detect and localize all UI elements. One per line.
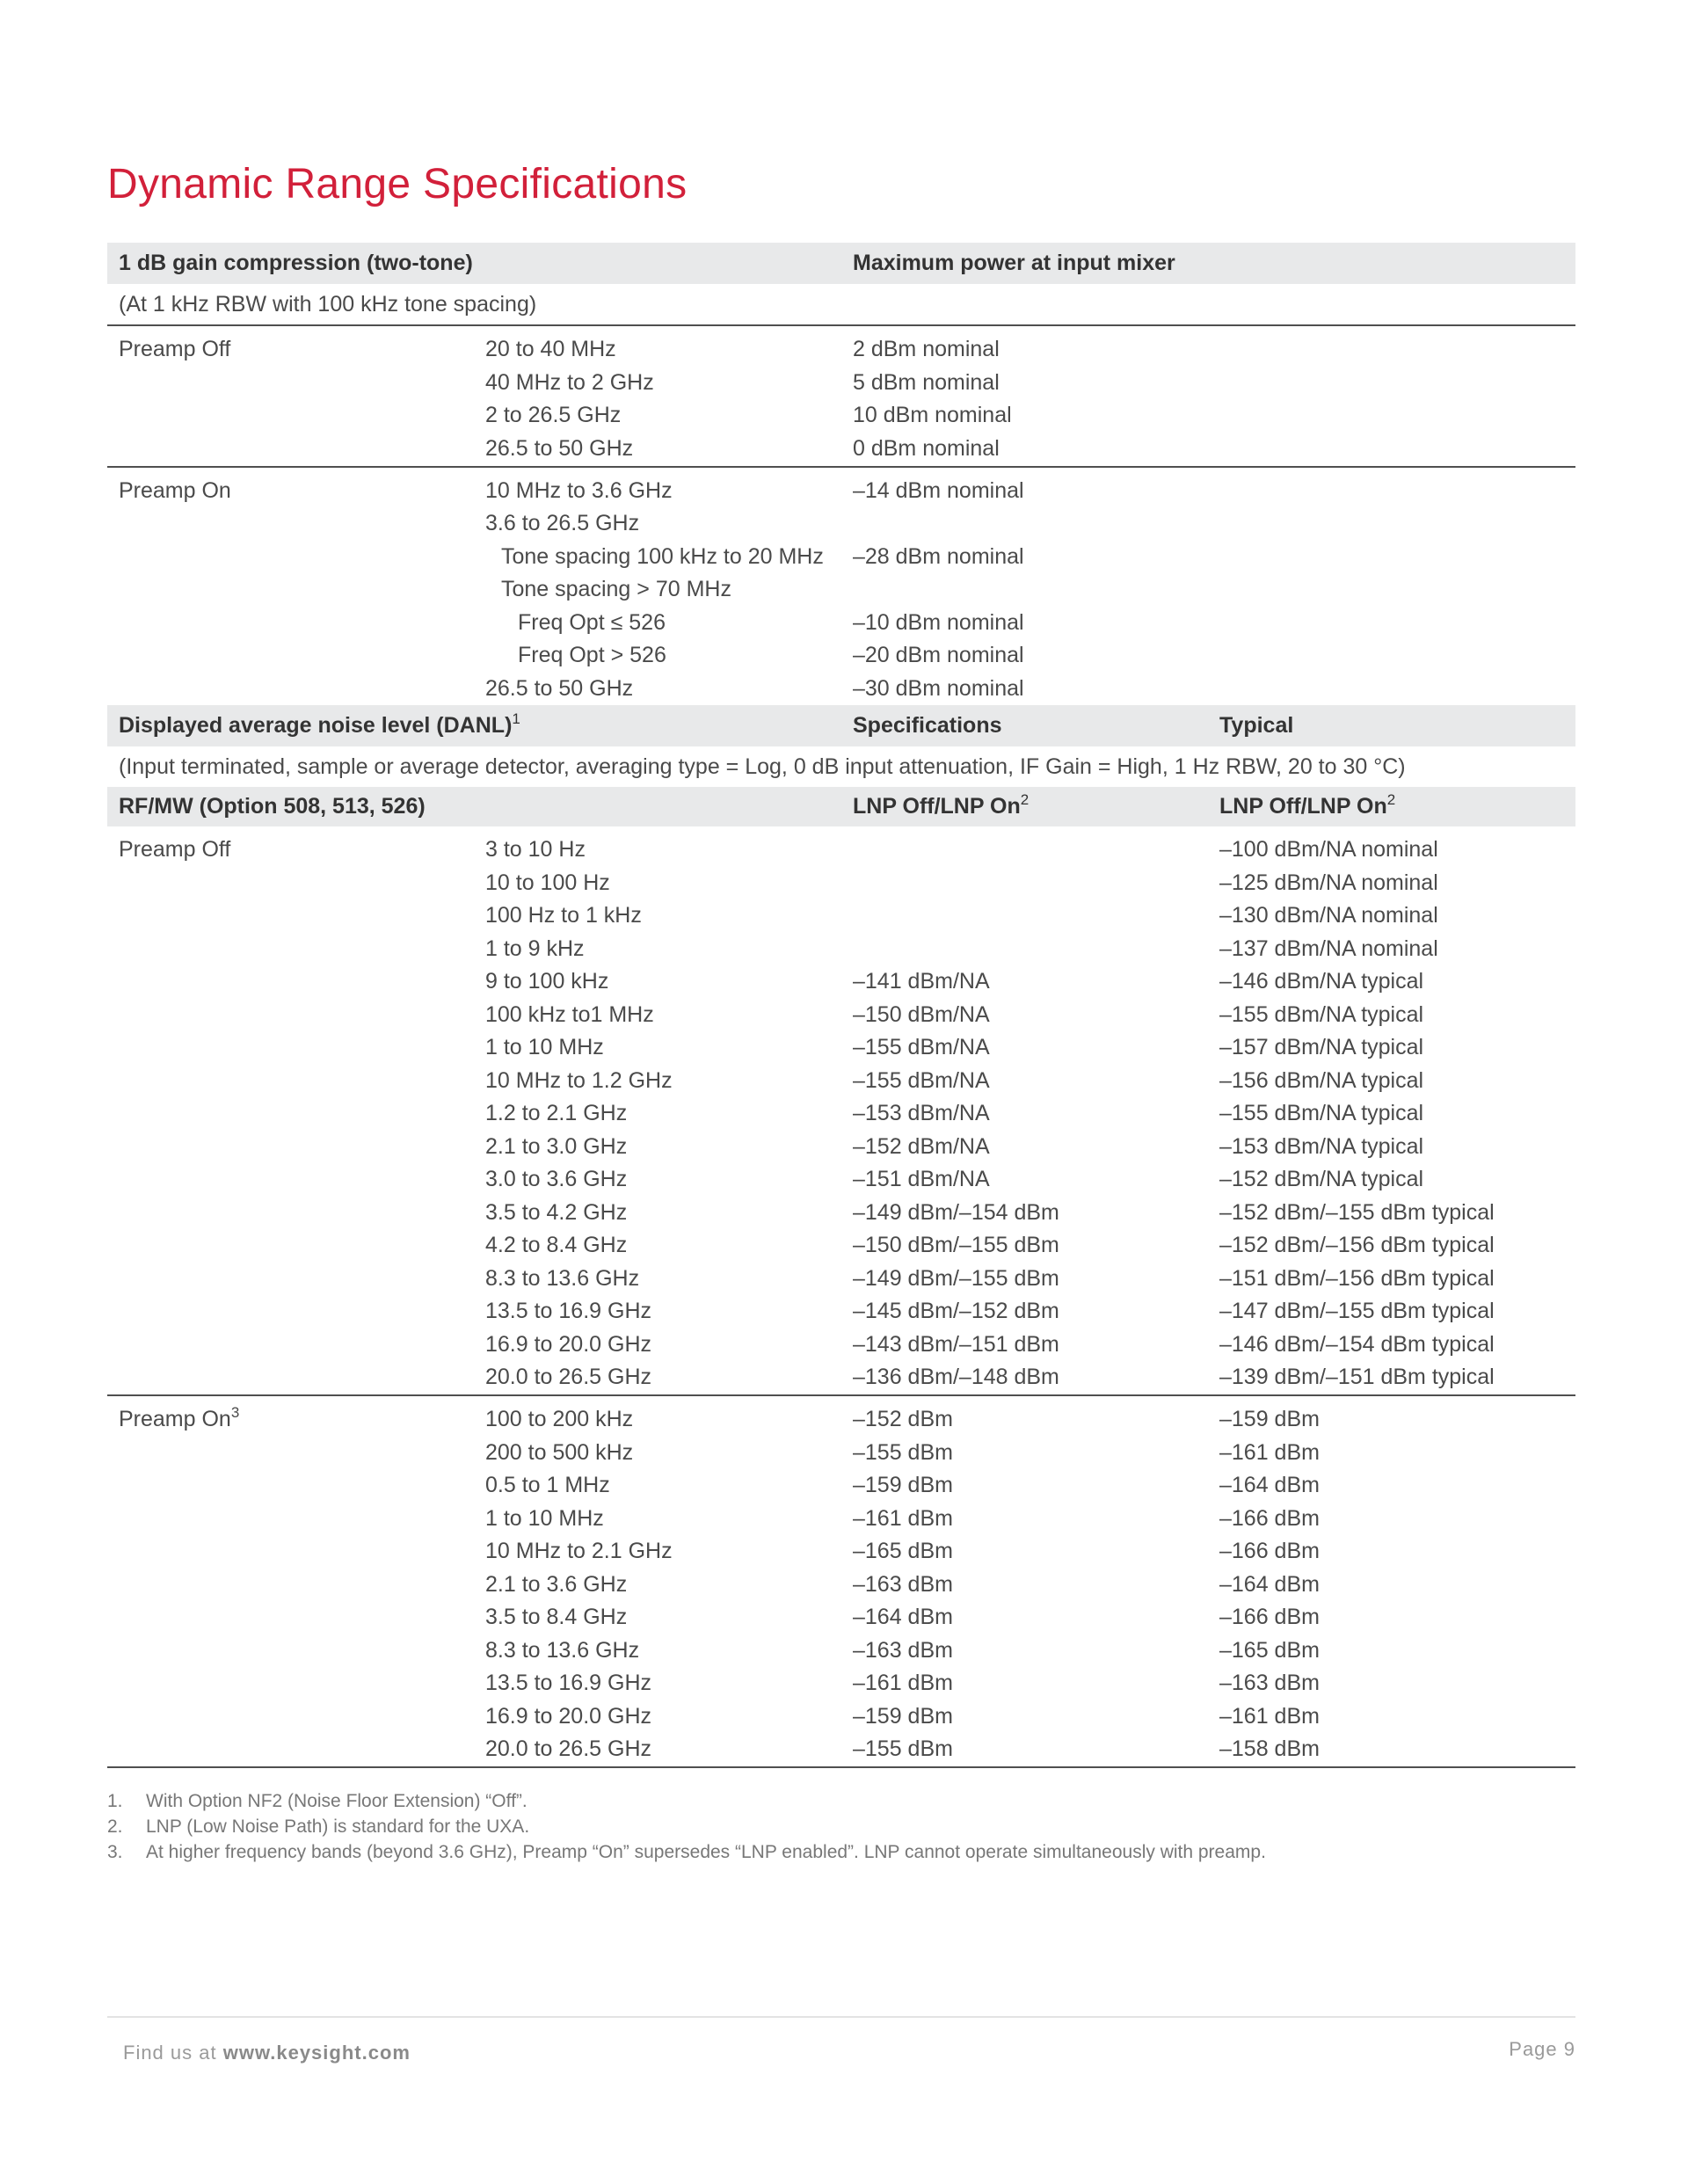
danl-subheader-label: RF/MW (Option 508, 513, 526) [119,794,426,819]
freq-range: 2 to 26.5 GHz [485,403,622,427]
typical-value: –166 dBm [1219,1539,1320,1563]
footer-find-us: Find us at www.keysight.com [123,2042,411,2064]
freq-range: Freq Opt > 526 [518,643,666,667]
danl-header-typical: Typical [1219,713,1294,738]
typical-value: –146 dBm/NA typical [1219,969,1424,994]
freq-range: 1 to 10 MHz [485,1505,604,1531]
typical-value: –156 dBm/NA typical [1219,1067,1424,1093]
spec-table [107,243,1575,1768]
freq-range: 9 to 100 kHz [485,969,609,994]
typical-value: –166 dBm [1219,1505,1320,1531]
table-row [107,573,1575,607]
freq-range: 10 MHz to 3.6 GHz [485,477,673,503]
typical-value: –147 dBm/–155 dBm typical [1219,1299,1495,1323]
power-value: 10 dBm nominal [853,403,1012,427]
power-value: –30 dBm nominal [853,675,1024,701]
spec-value: –145 dBm/–152 dBm [853,1299,1059,1323]
spec-value: –151 dBm/NA [853,1167,990,1191]
freq-range: 20.0 to 26.5 GHz [485,1365,652,1389]
typical-value: –161 dBm [1219,1703,1320,1729]
table-row [107,999,1575,1032]
freq-range: 2.1 to 3.6 GHz [485,1571,628,1597]
table-row [107,639,1575,673]
footnote-ref: 3 [230,1404,240,1421]
freq-range: 3 to 10 Hz [485,837,586,862]
table-row [107,1031,1575,1065]
spec-value: –152 dBm [853,1407,953,1431]
spec-value: –150 dBm/NA [853,1001,990,1027]
danl-subheader-typical: LNP Off/LNP On$^2$ [1219,791,1396,819]
spec-value: –161 dBm [853,1671,953,1695]
table-row [107,933,1575,966]
typical-value: –165 dBm [1219,1637,1320,1663]
table-row [107,541,1575,574]
spec-value: –143 dBm/–151 dBm [853,1331,1059,1357]
freq-range: 10 MHz to 1.2 GHz [485,1067,673,1093]
freq-range: 1 to 10 MHz [485,1035,604,1059]
table-row [107,1667,1575,1700]
danl-header-label: Displayed average noise level (DANL)$^1$ [119,710,520,738]
compression-header-label: 1 dB gain compression (two-tone) [119,251,473,275]
table-row [107,1295,1575,1329]
spec-value: –149 dBm/–154 dBm [853,1199,1059,1225]
spec-value: –141 dBm/NA [853,969,990,994]
table-row [107,673,1575,706]
typical-value: –161 dBm [1219,1439,1320,1465]
freq-range: 40 MHz to 2 GHz [485,369,654,395]
footer-divider [107,2016,1575,2018]
freq-range: 100 kHz to1 MHz [485,1001,654,1027]
table-row [107,507,1575,541]
website-link[interactable]: www.keysight.com [222,2042,411,2064]
freq-range: 10 to 100 Hz [485,870,610,895]
table-row [107,1097,1575,1131]
spec-value: –152 dBm/NA [853,1133,990,1159]
danl-header-row [107,705,1575,746]
typical-value: –125 dBm/NA nominal [1219,870,1438,895]
typical-value: –152 dBm/NA typical [1219,1167,1424,1191]
table-row [107,1634,1575,1668]
table-row [107,1131,1575,1164]
footnote-ref: 1 [512,710,520,727]
compression-note: (At 1 kHz RBW with 100 kHz tone spacing) [119,292,537,317]
spec-value: –155 dBm [853,1736,953,1761]
table-row [107,1503,1575,1536]
freq-range: 16.9 to 20.0 GHz [485,1703,652,1729]
typical-value: –139 dBm/–151 dBm typical [1219,1365,1495,1389]
table-row [107,867,1575,900]
group-label: Preamp Off [119,837,231,862]
footnote-ref: 2 [1020,791,1030,808]
compression-note-row [107,284,1575,326]
table-row [107,834,1575,867]
spec-value: –149 dBm/–155 dBm [853,1265,1059,1291]
typical-value: –159 dBm [1219,1407,1320,1431]
spec-value: –155 dBm [853,1439,953,1465]
page-number: Page 9 [1509,2038,1575,2060]
typical-value: –137 dBm/NA nominal [1219,935,1438,961]
freq-range: 200 to 500 kHz [485,1439,634,1465]
freq-range: 3.0 to 3.6 GHz [485,1167,628,1191]
typical-value: –155 dBm/NA typical [1219,1101,1424,1125]
table-row [107,1065,1575,1098]
table-row [107,899,1575,933]
spec-value: –155 dBm/NA [853,1067,990,1093]
table-row [107,399,1575,433]
table-row [107,607,1575,640]
table-row [107,1569,1575,1602]
typical-value: –164 dBm [1219,1473,1320,1497]
danl-subheader-row [107,787,1575,826]
spec-value: –150 dBm/–155 dBm [853,1233,1059,1257]
table-row [107,1700,1575,1734]
table-row [107,1601,1575,1634]
freq-range: Freq Opt ≤ 526 [518,609,666,635]
footnote: 2. LNP (Low Noise Path) is standard for the UXA. [107,1816,530,1837]
spec-value: –159 dBm [853,1703,953,1729]
freq-range: 4.2 to 8.4 GHz [485,1233,628,1257]
power-value: 5 dBm nominal [853,369,1000,395]
typical-value: –100 dBm/NA nominal [1219,837,1438,862]
freq-range: 1.2 to 2.1 GHz [485,1101,628,1125]
spec-value: –153 dBm/NA [853,1101,990,1125]
freq-range: 20.0 to 26.5 GHz [485,1736,652,1761]
danl-note-row [107,746,1575,787]
danl-note: (Input terminated, sample or average detector, averaging type = Log, 0 dB input attenuation, IF Gain = High, 1 Hz RBW, 20 to 30 °C) [119,754,1406,779]
power-value: –10 dBm nominal [853,609,1024,635]
table-row [107,367,1575,400]
freq-range: 26.5 to 50 GHz [485,675,634,701]
typical-value: –164 dBm [1219,1571,1320,1597]
spec-value: –165 dBm [853,1539,953,1563]
typical-value: –130 dBm/NA nominal [1219,903,1438,928]
footnote: 1. With Option NF2 (Noise Floor Extension) “Off”. [107,1791,528,1811]
typical-value: –155 dBm/NA typical [1219,1001,1424,1027]
freq-range: 3.5 to 8.4 GHz [485,1605,628,1629]
typical-value: –152 dBm/–156 dBm typical [1219,1233,1495,1257]
typical-value: –153 dBm/NA typical [1219,1133,1424,1159]
typical-value: –157 dBm/NA typical [1219,1035,1424,1059]
footnote-ref: 2 [1386,791,1396,808]
table-row [107,1329,1575,1362]
freq-range: 13.5 to 16.9 GHz [485,1299,652,1323]
table-row [107,1403,1575,1437]
freq-range: 100 Hz to 1 kHz [485,903,642,928]
freq-range: 20 to 40 MHz [485,337,616,361]
table-row [107,1197,1575,1230]
table-row [107,1535,1575,1569]
danl-preamp-on-group [107,1403,1575,1768]
table-row [107,1733,1575,1768]
power-value: –28 dBm nominal [853,543,1024,569]
typical-value: –146 dBm/–154 dBm typical [1219,1331,1495,1357]
power-value: 2 dBm nominal [853,337,1000,361]
power-value: –14 dBm nominal [853,477,1024,503]
typical-value: –152 dBm/–155 dBm typical [1219,1199,1495,1225]
typical-value: –151 dBm/–156 dBm typical [1219,1265,1495,1291]
freq-range: 2.1 to 3.0 GHz [485,1133,628,1159]
spec-value: –164 dBm [853,1605,953,1629]
compression-header-value: Maximum power at input mixer [853,251,1175,275]
table-row [107,1469,1575,1503]
table-row [107,333,1575,367]
typical-value: –158 dBm [1219,1736,1320,1761]
spec-value: –136 dBm/–148 dBm [853,1365,1059,1389]
table-row [107,1163,1575,1197]
spec-value: –155 dBm/NA [853,1035,990,1059]
freq-range: 8.3 to 13.6 GHz [485,1265,640,1291]
table-row [107,1229,1575,1263]
spec-value: –163 dBm [853,1571,953,1597]
typical-value: –163 dBm [1219,1671,1320,1695]
typical-value: –166 dBm [1219,1605,1320,1629]
table-row [107,1437,1575,1470]
group-label: Preamp Off [119,337,231,361]
freq-range: 3.5 to 4.2 GHz [485,1199,628,1225]
freq-range: 10 MHz to 2.1 GHz [485,1539,673,1563]
table-row [107,1263,1575,1296]
group-label: Preamp On [119,477,231,503]
danl-header-spec: Specifications [853,713,1002,738]
freq-range: Tone spacing 100 kHz to 20 MHz [501,543,824,569]
freq-range: 100 to 200 kHz [485,1407,634,1431]
table-row [107,475,1575,508]
freq-range: 8.3 to 13.6 GHz [485,1637,640,1663]
spec-value: –161 dBm [853,1505,953,1531]
footnotes [107,1788,1575,1865]
freq-range: Tone spacing > 70 MHz [501,577,731,601]
power-value: –20 dBm nominal [853,643,1024,667]
compression-header-row [107,243,1575,284]
freq-range: 16.9 to 20.0 GHz [485,1331,652,1357]
freq-range: 0.5 to 1 MHz [485,1473,610,1497]
danl-subheader-spec: LNP Off/LNP On$^2$ [853,791,1030,819]
freq-range: 13.5 to 16.9 GHz [485,1671,652,1695]
spec-value: –163 dBm [853,1637,953,1663]
table-row [107,1361,1575,1396]
table-row [107,965,1575,999]
freq-range: 3.6 to 26.5 GHz [485,511,640,535]
table-row [107,433,1575,468]
freq-range: 1 to 9 kHz [485,935,585,961]
danl-preamp-off-group [107,834,1575,1396]
spec-value: –159 dBm [853,1473,953,1497]
freq-range: 26.5 to 50 GHz [485,435,634,461]
footnote: 3. At higher frequency bands (beyond 3.6 GHz), Preamp “On” supersedes “LNP enabled”. LNP cannot operate simultaneously with preamp. [107,1842,1266,1862]
power-value: 0 dBm nominal [853,435,1000,461]
group-label: Preamp On$^3$ [119,1404,240,1431]
page-title: Dynamic Range Specifications [107,161,688,207]
